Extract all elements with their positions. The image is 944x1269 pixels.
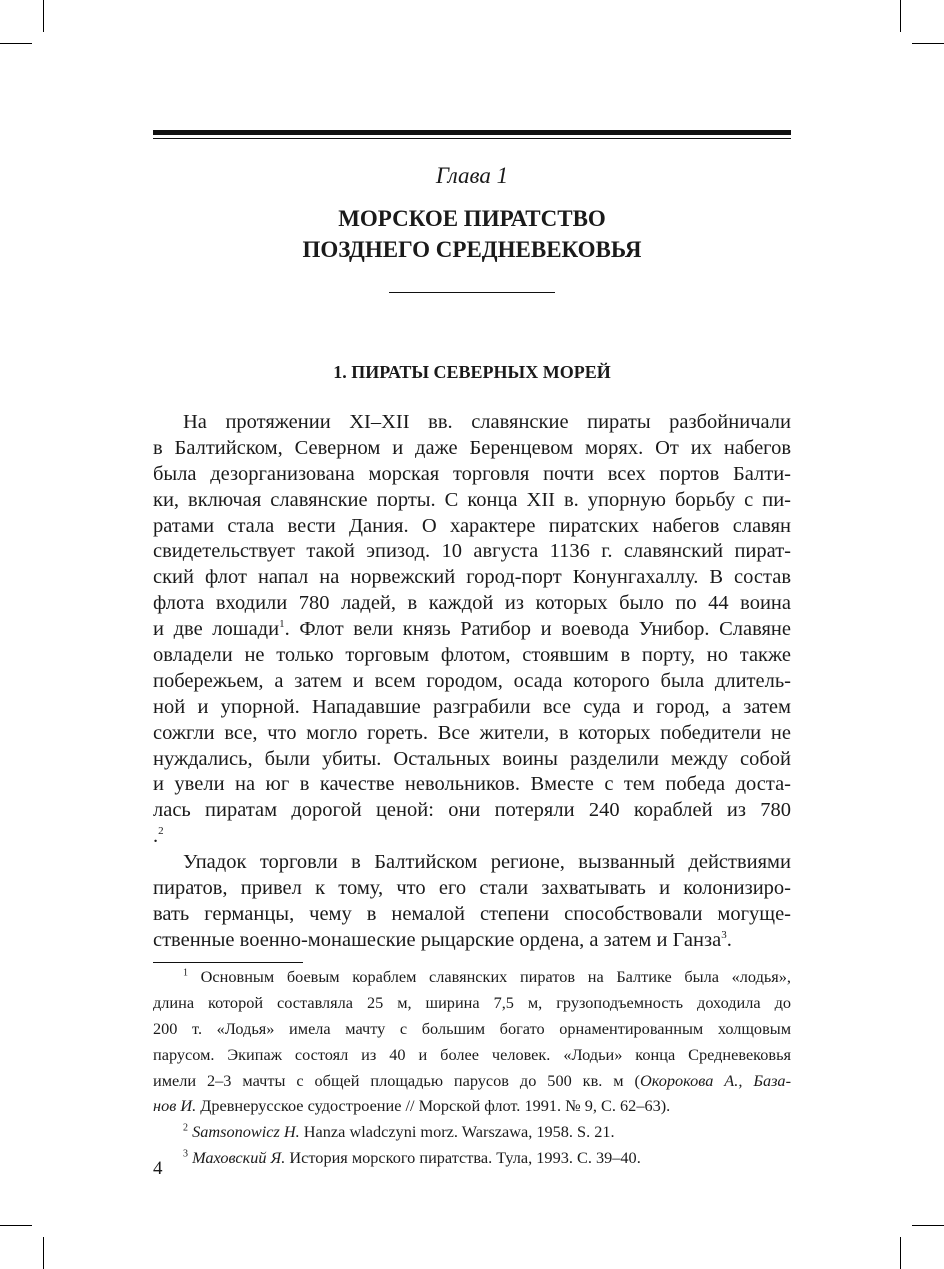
text-line: побережьем, а затем и всем городом, осада которого была длитель- bbox=[153, 669, 791, 692]
text-line: вать германцы, чему в немалой степени способствовали могуще- bbox=[153, 902, 791, 925]
footnotes bbox=[153, 966, 791, 1173]
chapter-title-line: ПОЗДНЕГО СРЕДНЕВЕКОВЬЯ bbox=[302, 237, 642, 262]
page-number: 4 bbox=[153, 1158, 163, 1179]
text-line: ки, включая славянские порты. С конца XII в. упорную борьбу с пи- bbox=[153, 488, 791, 511]
title-divider bbox=[389, 292, 555, 293]
crop-mark bbox=[43, 0, 44, 32]
text-line: Упадок торговли в Балтийском регионе, вызванный действиями bbox=[183, 851, 791, 874]
text-line: и увели на юг в качестве невольников. Вместе с тем победа доста- bbox=[153, 773, 791, 796]
text-line: .$^2$ bbox=[153, 825, 164, 848]
crop-mark bbox=[0, 1225, 32, 1226]
footnote-line: $^3$ Маховский Я. История морского пиратства. Тула, 1993. С. 39–40. bbox=[183, 1148, 641, 1168]
header-rule-thin bbox=[153, 138, 791, 139]
footnote-line: длина которой составляла 25 м, ширина 7,5 м, грузоподъемность доходила до bbox=[153, 992, 791, 1012]
crop-mark bbox=[912, 43, 944, 44]
text-line: флота входили 780 ладей, в каждой из которых было по 44 воина bbox=[153, 592, 791, 615]
footnote-ref[interactable]: 1 bbox=[279, 618, 285, 631]
crop-mark bbox=[912, 1225, 944, 1226]
crop-mark bbox=[43, 1237, 44, 1269]
text-line: пиратов, привел к тому, что его стали захватывать и колонизиро- bbox=[153, 877, 791, 900]
footnote-number: 2 bbox=[183, 1122, 188, 1134]
text-line: ский флот напал на норвежский город-порт Конунгахаллу. В состав bbox=[153, 566, 791, 589]
text-line: в Балтийском, Северном и даже Беренцевом морях. От их набегов bbox=[153, 436, 791, 459]
footnote-number: 3 bbox=[183, 1148, 188, 1160]
text-line: На протяжении XI–XII вв. славянские пираты разбойничали bbox=[183, 411, 791, 433]
footnote-line: 200 т. «Лодья» имела мачту с большим богато орнаментированным холщовым bbox=[153, 1018, 791, 1038]
text-line: ственные военно-монашеские рыцарские ордена, а затем и Ганза$^3$. bbox=[153, 928, 732, 951]
header-rule-thick bbox=[153, 130, 791, 135]
body-text bbox=[153, 410, 791, 954]
text-line: нуждались, были убиты. Остальных воины разделили между собой bbox=[153, 747, 791, 770]
text-line: была дезорганизована морская торговля почти всех портов Балти- bbox=[153, 462, 791, 485]
section-title: 1. ПИРАТЫ СЕВЕРНЫХ МОРЕЙ bbox=[333, 362, 611, 382]
crop-mark bbox=[0, 43, 32, 44]
footnote-line: нов И. Древнерусское судостроение // Морской флот. 1991. № 9, С. 62–63). bbox=[153, 1096, 671, 1116]
text-line: сожгли все, что могло гореть. Все жители, в которых победители не bbox=[153, 721, 791, 744]
text-line: лась пиратам дорогой ценой: они потеряли 240 кораблей из 780 bbox=[153, 799, 791, 822]
crop-mark bbox=[900, 1237, 901, 1269]
text-line: и две лошади$^1$. Флот вели князь Ратибор и воевода Унибор. Славяне bbox=[153, 618, 791, 641]
chapter-label: Глава 1 bbox=[435, 163, 509, 188]
crop-mark bbox=[900, 0, 901, 32]
text-line: свидетельствует такой эпизод. 10 августа 1136 г. славянский пират- bbox=[153, 540, 791, 563]
text-line: овладели не только торговым флотом, стоявшим в порту, но также bbox=[153, 644, 791, 667]
footnote-ref[interactable]: 3 bbox=[721, 928, 727, 941]
chapter-title bbox=[153, 203, 791, 265]
footnote-number: 1 bbox=[183, 967, 188, 979]
footnote-ref[interactable]: 2 bbox=[158, 825, 164, 838]
text-line: ной и упорной. Нападавшие разграбили все суда и город, а затем bbox=[153, 695, 791, 718]
footnote-rule bbox=[153, 962, 303, 963]
footnote-line: имели 2–3 мачты с общей площадью парусов до 500 кв. м (Окорокова А., База- bbox=[153, 1070, 791, 1090]
footnote-line: $^1$ Основным боевым кораблем славянских пиратов на Балтике была «лодья», bbox=[183, 967, 791, 986]
chapter-title-line: МОРСКОЕ ПИРАТСТВО bbox=[338, 206, 606, 231]
text-line: ратами стала вести Дания. О характере пиратских набегов славян bbox=[153, 514, 791, 537]
footnote-line: $^2$ Samsonowicz H. Hanza wladczyni morz. Warszawa, 1958. S. 21. bbox=[183, 1122, 615, 1142]
footnote-line: парусом. Экипаж состоял из 40 и более человек. «Лодьи» конца Средневековья bbox=[153, 1044, 791, 1064]
